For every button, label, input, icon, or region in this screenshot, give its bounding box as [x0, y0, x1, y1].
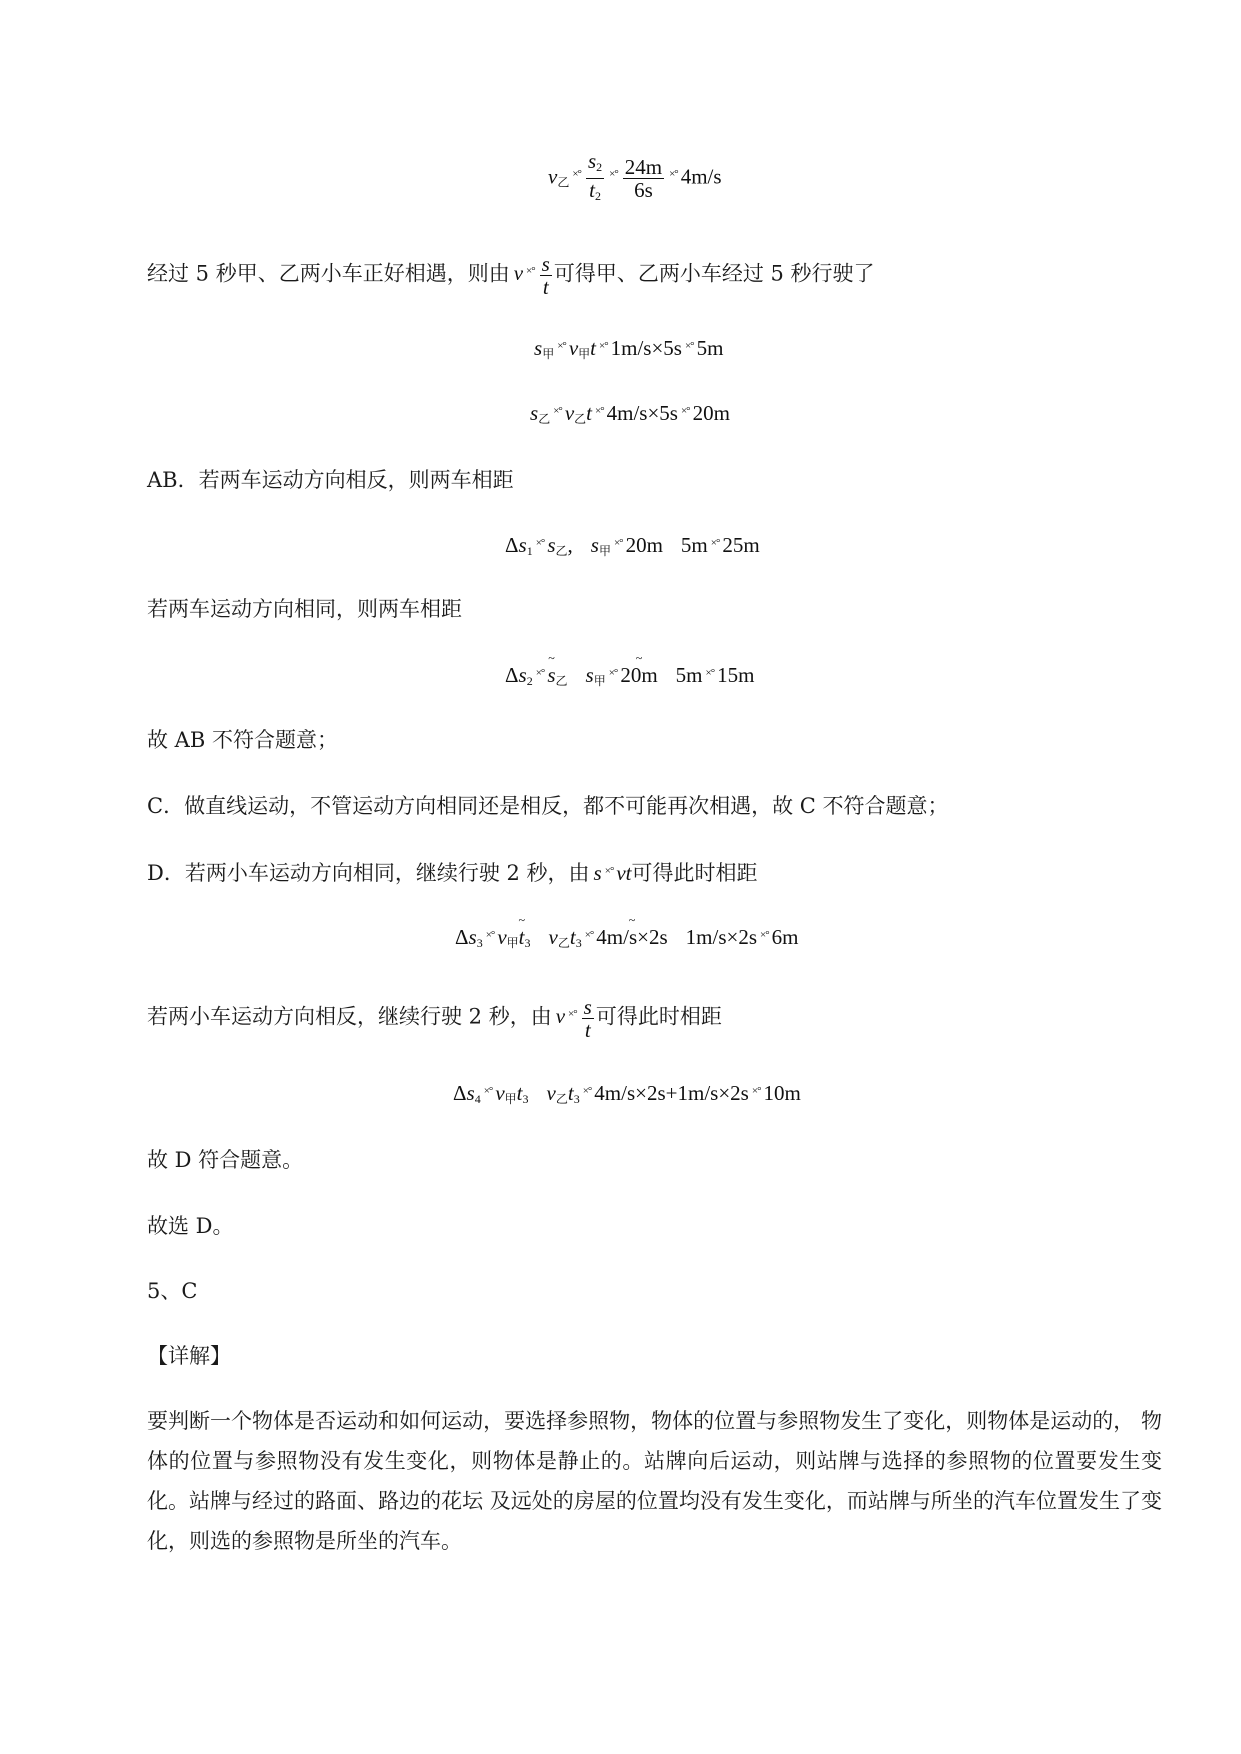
eq-operator: ×°: [553, 405, 562, 417]
equation-ds2: [505, 663, 754, 689]
paragraph-ab-conclusion: 故 AB 不符合题意；: [147, 728, 338, 752]
eq-sub: 3: [522, 1092, 529, 1106]
text: 可得此时相距: [595, 1004, 722, 1029]
eq-var: t: [569, 925, 576, 949]
eq-sub: 1: [526, 544, 533, 558]
inline-equation: [555, 995, 596, 1042]
eq-operator: ×°: [705, 667, 715, 679]
eq-operator: ×°: [483, 1085, 493, 1097]
eq-operator: ×°: [557, 340, 566, 352]
inline-equation: [513, 252, 554, 299]
eq-result: 10m: [763, 1081, 801, 1105]
eq-term: 5m: [680, 533, 708, 557]
eq-sub: 甲: [578, 347, 591, 361]
eq-denominator: t: [584, 1018, 591, 1042]
eq-var: s ~: [547, 663, 555, 687]
eq-var: s: [593, 861, 602, 885]
equation-v-yi: [548, 150, 722, 207]
eq-term: 4m/s×2s+1m/s×2s: [594, 1081, 749, 1105]
eq-numerator: s: [541, 252, 550, 276]
eq-result: 6m: [771, 925, 799, 949]
eq-operator: ×°: [584, 929, 594, 941]
eq-sub: 2: [526, 674, 533, 688]
equation-ds3: [455, 925, 798, 951]
eq-var: vt: [616, 861, 632, 885]
paragraph-opposite: [147, 996, 722, 1041]
explanation-paragraph: 要判断一个物体是否运动和如何运动，要选择参照物，物体的位置与参照物发生了变化，则物体是运动的， 物体的位置与参照物没有发生变化，则物体是静止的。站牌向后运动，则站牌与选择的参照物的位置要发生变化。站牌与经过的路面、路边的花坛 及远处的房屋的位置均没有发生变化，而站牌与所坐的汽车位置发生了变化，则选的参照物是所坐的汽车。: [147, 1409, 1162, 1553]
eq-sub: 乙: [557, 936, 570, 950]
eq-term: 5m: [675, 663, 703, 687]
eq-var: t: [567, 1081, 574, 1105]
eq-operator: ×°: [535, 667, 545, 679]
equation-s-jia: [534, 336, 723, 362]
eq-var: v: [495, 1081, 505, 1105]
eq-denominator: 6s: [634, 178, 653, 202]
eq-result: 20m: [692, 401, 730, 425]
eq-var: t ~: [519, 925, 525, 949]
eq-var: v: [546, 1081, 556, 1105]
eq-sub: 乙: [574, 412, 587, 426]
eq-sub: 乙: [555, 1092, 568, 1106]
eq-result: 25m: [722, 533, 760, 557]
question-number: 5、C: [147, 1279, 198, 1303]
eq-var: s: [534, 336, 543, 360]
fraction: [582, 996, 594, 1041]
eq-sub: 甲: [593, 674, 606, 688]
eq-operator: ×°: [599, 340, 608, 352]
eq-operator: ×°: [595, 405, 604, 417]
eq-operator: ×°: [535, 537, 545, 549]
eq-operator: ×°: [710, 537, 720, 549]
eq-var: s: [585, 663, 594, 687]
eq-operator: ×°: [760, 929, 769, 941]
fraction: [623, 156, 664, 201]
eq-sub: 2: [594, 189, 601, 203]
eq-result: 5m: [696, 336, 724, 360]
eq-sub: 3: [575, 936, 582, 950]
eq-var: t: [589, 178, 595, 202]
eq-var: v: [548, 164, 558, 189]
eq-sub: 3: [476, 936, 483, 950]
text: D．若两小车运动方向相同，继续行驶 2 秒，由: [147, 861, 590, 885]
eq-numerator: s: [583, 995, 592, 1019]
eq-operator: ×°: [751, 1085, 761, 1097]
equation-ds4: [453, 1081, 801, 1107]
eq-sub: 乙: [555, 544, 568, 558]
equation-ds1: [505, 533, 760, 559]
eq-term: 1m/s×5s: [610, 336, 682, 360]
eq-var: s: [468, 925, 477, 949]
eq-term: 4m/s×5s: [606, 401, 678, 425]
eq-var: t: [586, 401, 592, 425]
eq-operator: ×°: [680, 405, 690, 417]
paragraph-d: [147, 856, 758, 888]
eq-delta: Δ: [453, 1081, 467, 1105]
eq-var: v: [568, 336, 579, 360]
eq-var: s: [590, 533, 599, 557]
eq-denominator: t: [542, 275, 549, 299]
section-heading: 【详解】: [147, 1344, 231, 1368]
eq-term: 4m/s×2s ~: [596, 925, 667, 949]
eq-operator: ×°: [582, 1085, 592, 1097]
eq-numerator: 24m: [624, 155, 663, 179]
paragraph-same: 若两车运动方向相同，则两车相距: [147, 597, 462, 621]
eq-operator: ×°: [572, 168, 581, 181]
eq-var: t: [516, 1081, 523, 1105]
eq-sub: 乙: [555, 674, 568, 688]
eq-term: 20m ~: [620, 663, 657, 687]
text: 若两小车运动方向相反，继续行驶 2 秒，由: [147, 1004, 552, 1029]
eq-sub: 3: [573, 1092, 580, 1106]
eq-var: v: [555, 1004, 566, 1029]
eq-sub: 3: [524, 936, 531, 950]
eq-var: s: [518, 663, 527, 687]
inline-equation: [594, 861, 632, 885]
eq-var: v: [548, 925, 558, 949]
eq-var: s: [547, 533, 556, 557]
eq-var: s: [587, 149, 597, 173]
text: 经过 5 秒甲、乙两小车正好相遇，则由: [147, 261, 510, 286]
eq-operator: ×°: [613, 537, 623, 549]
eq-operator: ×°: [684, 340, 694, 352]
eq-var: t: [590, 336, 596, 360]
eq-operator: ×°: [526, 265, 535, 278]
fraction: [586, 150, 604, 207]
eq-var: s: [530, 401, 539, 425]
eq-result: 4m/s: [680, 164, 722, 189]
eq-operator: ×°: [608, 667, 618, 679]
paragraph-c: C．做直线运动，不管运动方向相同还是相反，都不可能再次相遇，故 C 不符合题意；: [147, 794, 949, 818]
eq-var: s: [518, 533, 527, 557]
eq-var: v: [497, 925, 507, 949]
eq-delta: Δ: [455, 925, 469, 949]
paragraph-ab: AB．若两车运动方向相反，则两车相距: [147, 468, 514, 492]
eq-sub: 甲: [598, 544, 611, 558]
fraction: [540, 253, 552, 298]
eq-delta: Δ: [505, 663, 519, 687]
eq-sub: 甲: [506, 936, 519, 950]
eq-sub: 乙: [538, 412, 551, 426]
eq-term: 1m/s×2s: [685, 925, 758, 949]
eq-result: 15m: [717, 663, 755, 687]
text: 可得甲、乙两小车经过 5 秒行驶了: [553, 261, 875, 286]
eq-operator: ×°: [604, 865, 614, 877]
eq-sub: 4: [474, 1092, 481, 1106]
text: 可得此时相距: [631, 861, 758, 885]
eq-var: v: [564, 401, 575, 425]
eq-delta: Δ: [505, 533, 519, 557]
eq-sub: 甲: [542, 347, 555, 361]
equation-s-yi: [530, 401, 730, 427]
eq-punct: ,: [567, 533, 573, 557]
eq-operator: ×°: [669, 168, 678, 181]
paragraph-d-conclusion: 故 D 符合题意。: [147, 1148, 304, 1172]
eq-sub: 甲: [504, 1092, 517, 1106]
paragraph-answer: 故选 D。: [147, 1214, 234, 1238]
eq-term: 20m: [625, 533, 663, 557]
eq-sub: 乙: [557, 175, 570, 190]
eq-operator: ×°: [609, 168, 618, 181]
eq-sub: 2: [596, 160, 603, 174]
eq-operator: ×°: [568, 1008, 577, 1021]
eq-var: v: [513, 261, 524, 286]
eq-operator: ×°: [485, 929, 495, 941]
eq-var: s: [466, 1081, 475, 1105]
paragraph-meet: [147, 253, 875, 298]
